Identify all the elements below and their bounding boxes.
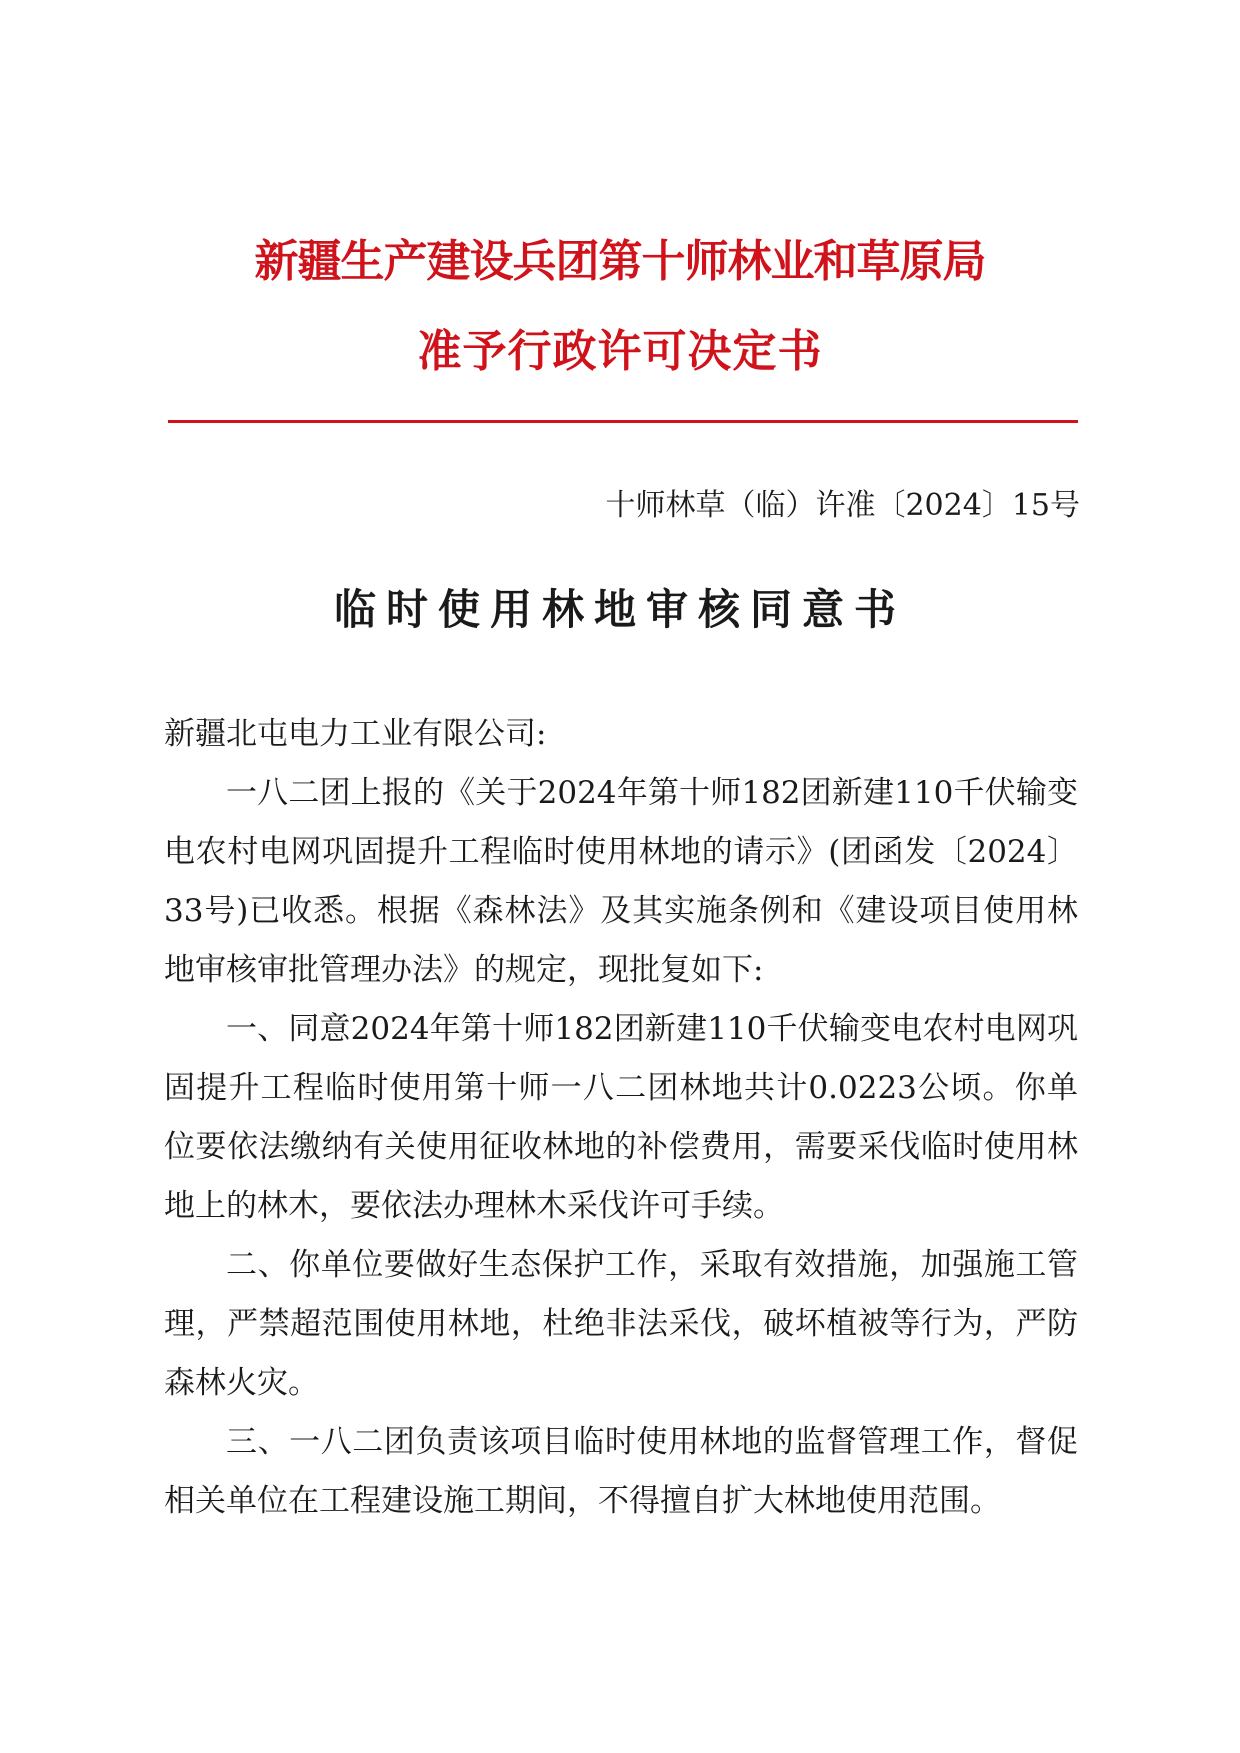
paragraph-request-receipt: 一八二团上报的《关于2024年第十师182团新建110千伏输变电农村电网巩固提升工程临时使用林地的请示》(团函发〔2024〕33号)已收悉。根据《森林法》及其实施条例和《建设项目使用林地审核审批管理办法》的规定，现批复如下: bbox=[164, 775, 1078, 988]
red-header-rule bbox=[168, 420, 1078, 423]
document-number: 十师林草（临）许准〔2024〕15号 bbox=[605, 488, 1080, 523]
paragraph-item-two: 二、你单位要做好生态保护工作，采取有效措施，加强施工管理，严禁超范围使用林地，杜绝非法采伐，破坏植被等行为，严防森林火灾。 bbox=[164, 1247, 1078, 1401]
addressee: 新疆北屯电力工业有限公司: bbox=[164, 716, 547, 752]
decision-type-title: 准予行政许可决定书 bbox=[417, 326, 823, 377]
issuing-agency-title: 新疆生产建设兵团第十师林业和草原局 bbox=[254, 236, 986, 287]
document-title: 临时使用林地审核同意书 bbox=[333, 585, 906, 634]
document-body bbox=[164, 705, 1078, 1531]
paragraph-item-one: 一、同意2024年第十师182团新建110千伏输变电农村电网巩固提升工程临时使用第十师一八二团林地共计0.0223公顷。你单位要依法缴纳有关使用征收林地的补偿费用，需要采伐临时使用林地上的林木，要依法办理林木采伐许可手续。 bbox=[164, 1011, 1078, 1224]
paragraph-item-three: 三、一八二团负责该项目临时使用林地的监督管理工作，督促相关单位在工程建设施工期间，不得擅自扩大林地使用范围。 bbox=[164, 1424, 1078, 1519]
